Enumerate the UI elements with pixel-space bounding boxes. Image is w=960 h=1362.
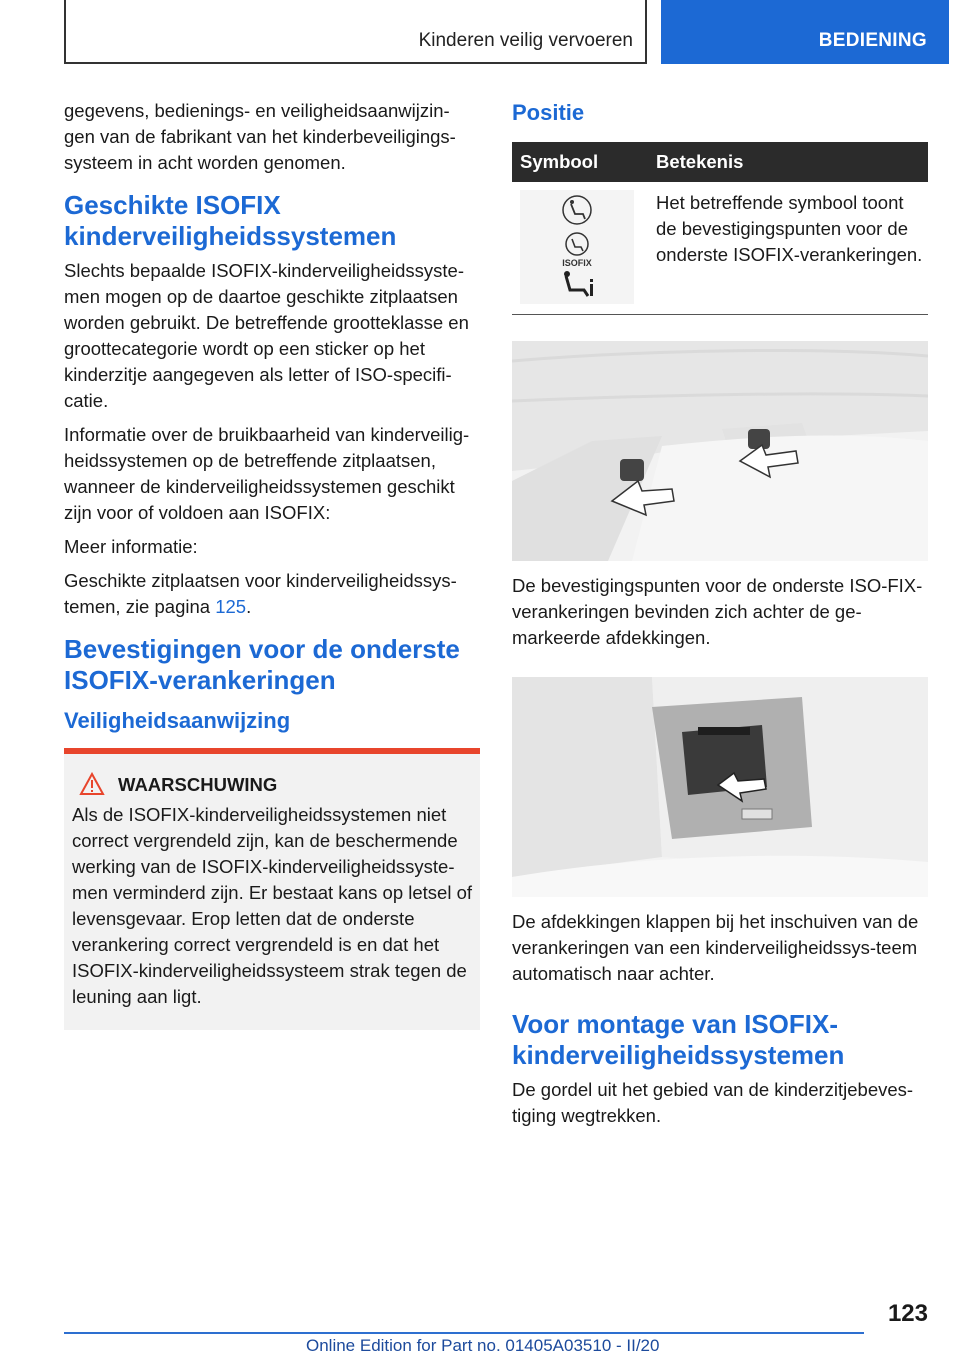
section-label: BEDIENING bbox=[818, 30, 927, 51]
section-tab bbox=[661, 0, 949, 64]
header-title-box bbox=[64, 0, 647, 64]
warning-box bbox=[64, 748, 480, 1030]
warning-title: WAARSCHUWING bbox=[118, 774, 278, 795]
anchor-cover-photo bbox=[512, 677, 928, 897]
paragraph-belt-instruction: De gordel uit het gebied van de kinderzitjebeves-tiging wegtrekken. bbox=[512, 1079, 914, 1126]
paragraph-isofix-info: Informatie over de bruikbaarheid van kinderveilig-heidssystemen op de betreffende zitplaatsen, wanneer de kinderveiligheidssystemen geschikt zijn voor of voldoen aan ISOFIX: bbox=[64, 424, 470, 523]
heading-lower-anchors: Bevestigingen voor de onderste ISOFIX-verankeringen bbox=[64, 634, 460, 695]
heading-safety-notice: Veiligheidsaanwijzing bbox=[64, 708, 291, 733]
left-column bbox=[64, 98, 480, 1030]
table-header-row bbox=[512, 142, 928, 182]
heading-isofix-systems: Geschikte ISOFIX kinderveiligheidssystemen bbox=[64, 190, 397, 251]
paragraph-more-info: Meer informatie: bbox=[64, 536, 198, 557]
heading-before-mounting: Voor montage van ISOFIX-kinderveiligheidssystemen bbox=[512, 1009, 845, 1070]
rear-seat-photo bbox=[512, 341, 928, 561]
footer-edition: Online Edition for Part no. 01405A03510 - II/20 bbox=[306, 1336, 660, 1355]
paragraph-isofix-use: Slechts bepaalde ISOFIX-kinderveiligheidssyste-men mogen op de daartoe geschikte zitplaatsen worden gebruikt. De betreffende grootteklasse en groottecategorie wordt op een sticker op het kinderzitje aangegeven als letter of ISO-specifi-catie. bbox=[64, 260, 469, 411]
meaning-cell: Het betreffende symbool toont de bevestigingspunten voor de onderste ISOFIX-verankeringen. bbox=[648, 182, 928, 315]
seat-reference-text: Geschikte zitplaatsen voor kinderveiligheidssys-temen, zie pagina bbox=[64, 570, 457, 617]
isofix-label: ISOFIX bbox=[562, 258, 592, 268]
warning-header bbox=[72, 772, 472, 798]
intro-paragraph: gegevens, bedienings- en veiligheidsaanwijzin-gen van de fabrikant van het kinderbeveiligings-systeem in acht worden genomen. bbox=[64, 100, 456, 173]
isofix-symbol-group bbox=[520, 190, 634, 304]
paragraph-seat-reference bbox=[64, 568, 480, 620]
footer-divider bbox=[64, 1332, 864, 1334]
table-header-symbol: Symbool bbox=[512, 142, 648, 182]
page-link-125[interactable]: 125 bbox=[215, 596, 247, 617]
caption-anchor-location: De bevestigingspunten voor de onderste ISO-FIX-verankeringen bevinden zich achter de ge-markeerde afdekkingen. bbox=[512, 575, 923, 648]
warning-triangle-icon bbox=[72, 772, 112, 798]
page-number: 123 bbox=[887, 1300, 928, 1327]
seat-reference-end: . bbox=[246, 596, 252, 617]
heading-position: Positie bbox=[512, 100, 585, 125]
right-column bbox=[512, 98, 928, 1137]
chapter-title: Kinderen veilig vervoeren bbox=[418, 30, 633, 51]
table-header-meaning: Betekenis bbox=[648, 142, 928, 182]
caption-cover-behavior: De afdekkingen klappen bij het inschuiven van de verankeringen van een kinderveiligheidssys-teem automatisch naar achter. bbox=[512, 911, 919, 984]
table-row bbox=[512, 182, 928, 315]
symbol-table bbox=[512, 142, 928, 315]
symbol-cell bbox=[512, 182, 648, 315]
warning-text: Als de ISOFIX-kinderveiligheidssystemen niet correct vergrendeld zijn, kan de beschermende werking van de ISOFIX-kinderveiligheidssyste-men verminderd zijn. Er bestaat kans op letsel of levensgevaar. Erop letten dat de onderste verankering correct vergrendeld is en dat het ISOFIX-kinderveiligheidssysteem strak tegen de leuning aan ligt. bbox=[72, 804, 472, 1007]
isofix-symbols-icon bbox=[520, 190, 634, 304]
